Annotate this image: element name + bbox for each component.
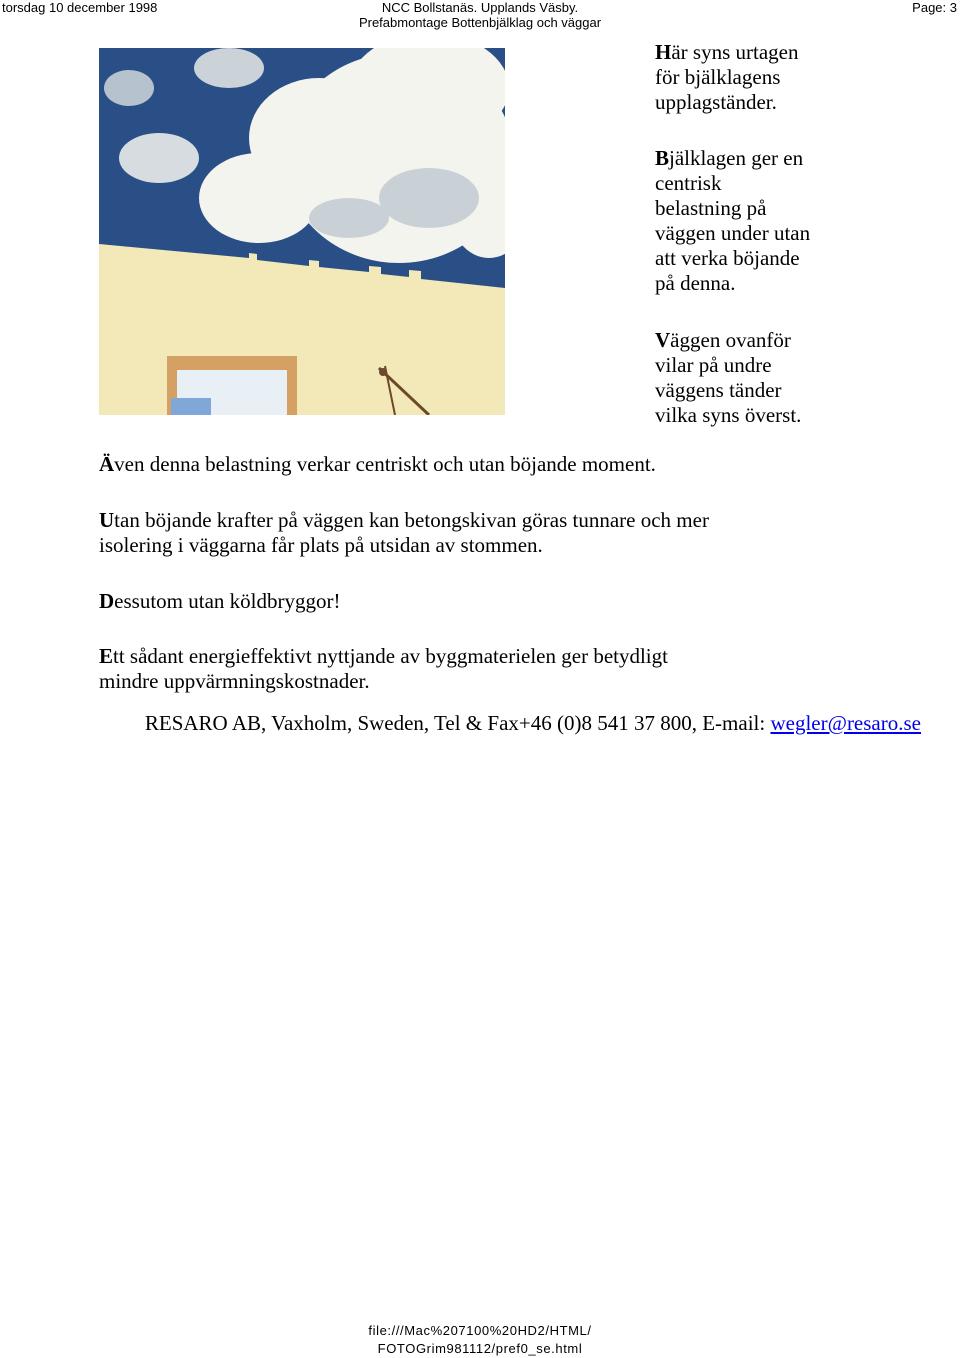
side-note-1-rest: är syns urtagen [671,40,799,64]
side-note-3-line: vilka syns överst. [655,403,802,427]
body-paragraph-3 [99,589,340,614]
contact-text: RESARO AB, Vaxholm, Sweden, Tel & Fax+46 (0)8 541 37 800, E-mail: [144,711,771,735]
side-note-1-line: för bjälklagens [655,65,781,89]
body-paragraph-3-first: D [99,589,115,613]
print-date: torsdag 10 december 1998 [2,0,158,15]
side-note-2-line: att verka böjande [655,246,800,270]
body-paragraph-2-line-2: isolering i väggarna får plats på utsidan av stommen. [99,533,543,557]
side-note-2-line: väggen under utan [655,221,811,245]
side-note-1-first: H [655,40,672,64]
page-number: Page: 3 [912,0,957,15]
body-paragraph-4-rest: tt sådant energieffektivt nyttjande av byggmaterielen ger betydligt [113,644,668,668]
side-note-3-first: V [655,328,671,352]
side-note-1 [655,40,798,115]
body-paragraph-2-rest: tan böjande krafter på väggen kan betongskivan göras tunnare och mer [114,508,709,532]
email-link[interactable]: wegler@resaro.se [770,711,921,735]
side-note-2-rest: jälklagen ger en [669,146,804,170]
page-title-line-1: NCC Bollstanäs. Upplands Väsby. [381,0,579,15]
side-note-2-line: på denna. [655,271,736,295]
body-paragraph-3-rest: essutom utan köldbryggor! [114,589,341,613]
side-note-2 [655,146,810,296]
construction-photo [99,48,505,415]
body-paragraph-4-first: E [99,644,114,668]
side-note-3-rest: äggen ovanför [670,328,791,352]
body-paragraph-1-rest: ven denna belastning verkar centriskt och utan böjande moment. [114,452,656,476]
body-paragraph-1-first: Ä [99,452,115,476]
page-title-line-2: Prefabmontage Bottenbjälklag och väggar [358,15,602,30]
side-note-2-first: B [655,146,670,170]
body-paragraph-2 [99,508,709,558]
file-path-line-1: file:///Mac%207100%20HD2/HTML/ [368,1323,592,1338]
body-paragraph-2-first: U [99,508,115,532]
side-note-2-line: belastning på [655,196,767,220]
side-note-2-line: centrisk [655,171,722,195]
body-paragraph-1 [99,452,656,477]
side-note-3-line: väggens tänder [655,378,782,402]
body-paragraph-4-line-2: mindre uppvärmningskostnader. [99,669,370,693]
file-path-line-2: FOTOGrim981112/pref0_se.html [377,1341,583,1356]
side-note-3-line: vilar på undre [655,353,772,377]
body-paragraph-4 [99,644,668,694]
side-note-3 [655,328,801,428]
side-note-1-line: upplagständer. [655,90,777,114]
contact-footer [0,711,921,736]
